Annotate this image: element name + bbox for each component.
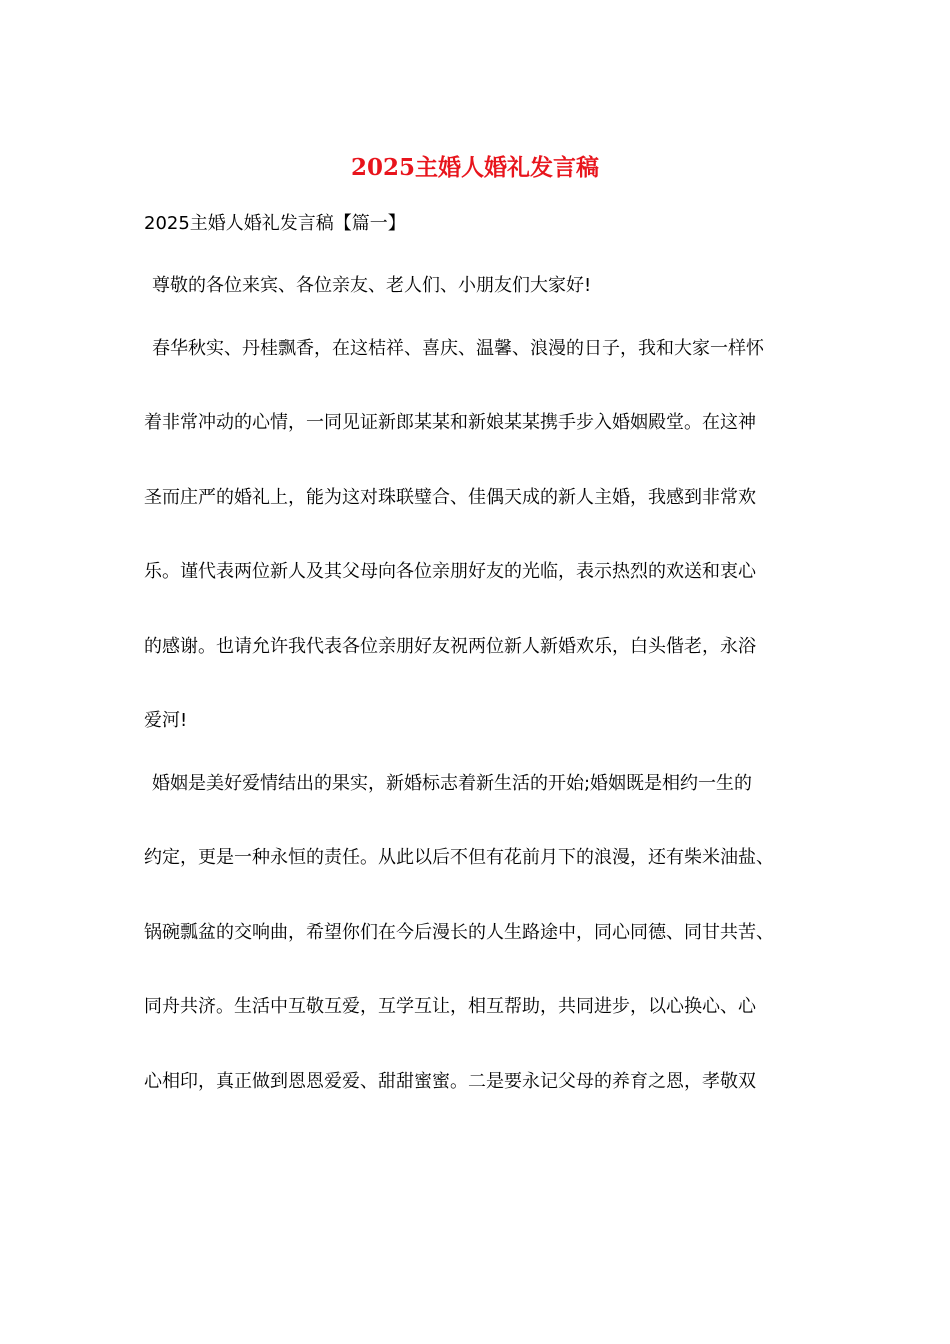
paragraph-line: 爱河! [144, 710, 188, 731]
paragraph-line: 心相印，真正做到恩恩爱爱、甜甜蜜蜜。二是要永记父母的养育之恩，孝敬双 [144, 1071, 756, 1092]
paragraph-line: 约定，更是一种永恒的责任。从此以后不但有花前月下的浪漫，还有柴米油盐、 [144, 847, 774, 868]
section-heading: 2025主婚人婚礼发言稿【篇一】 [144, 213, 406, 234]
paragraph-line: 着非常冲动的心情，一同见证新郎某某和新娘某某携手步入婚姻殿堂。在这神 [144, 412, 756, 433]
document-title: 2025主婚人婚礼发言稿 [350, 154, 599, 181]
greeting-line: 尊敬的各位来宾、各位亲友、老人们、小朋友们大家好! [152, 275, 592, 296]
paragraph-line: 春华秋实、丹桂飘香，在这桔祥、喜庆、温馨、浪漫的日子，我和大家一样怀 [152, 338, 764, 359]
paragraph-line: 圣而庄严的婚礼上，能为这对珠联璧合、佳偶天成的新人主婚，我感到非常欢 [144, 487, 756, 508]
paragraph-line: 的感谢。也请允许我代表各位亲朋好友祝两位新人新婚欢乐，白头偕老，永浴 [144, 636, 756, 657]
paragraph-line: 乐。谨代表两位新人及其父母向各位亲朋好友的光临，表示热烈的欢送和衷心 [144, 561, 756, 582]
paragraph-line: 婚姻是美好爱情结出的果实，新婚标志着新生活的开始;婚姻既是相约一生的 [152, 773, 753, 794]
paragraph-line: 锅碗瓢盆的交响曲，希望你们在今后漫长的人生路途中，同心同德、同甘共苦、 [144, 922, 774, 943]
paragraph-line: 同舟共济。生活中互敬互爱，互学互让，相互帮助，共同进步，以心换心、心 [144, 996, 756, 1017]
